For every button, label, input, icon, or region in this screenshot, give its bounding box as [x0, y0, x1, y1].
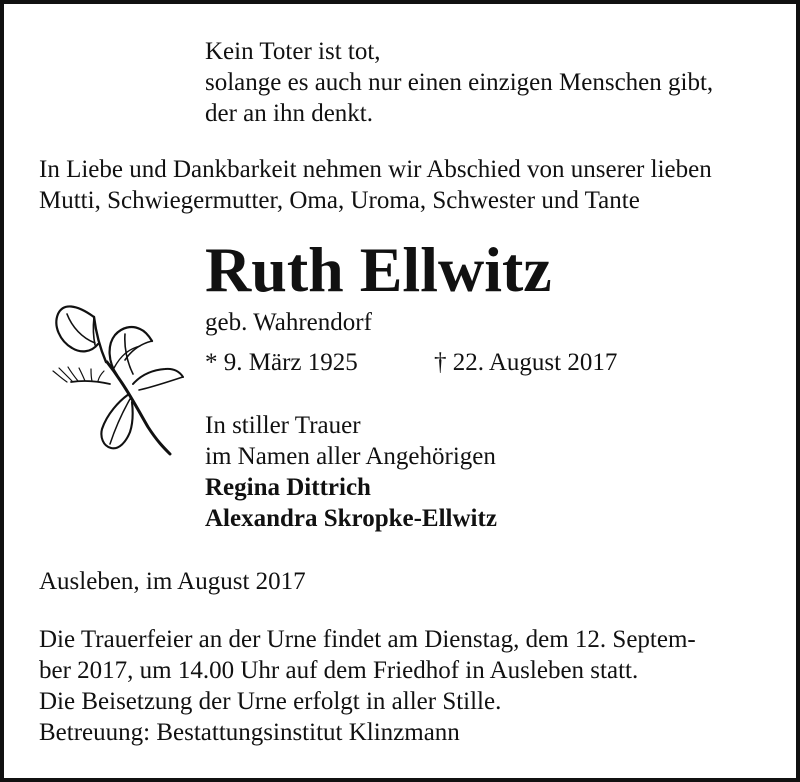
- birth-name: geb. Wahrendorf: [205, 309, 372, 336]
- funeral-line-1: Die Trauerfeier an der Urne findet am Dienstag, dem 12. Septem-: [39, 626, 696, 653]
- mourning-line-1: In stiller Trauer: [205, 412, 361, 439]
- calla-lily-icon: [49, 286, 184, 461]
- death-date: † 22. August 2017: [434, 349, 618, 376]
- quote-line-1: Kein Toter ist tot,: [205, 38, 381, 65]
- mourner-name: Alexandra Skropke-Ellwitz: [205, 505, 497, 532]
- quote-line-3: der an ihn denkt.: [205, 100, 374, 127]
- mourning-line-2: im Namen aller Angehörigen: [205, 443, 496, 470]
- deceased-name: Ruth Ellwitz: [205, 234, 552, 305]
- intro-line-1: In Liebe und Dankbarkeit nehmen wir Abschied von unserer lieben: [39, 156, 712, 183]
- mourner-name: Regina Dittrich: [205, 474, 371, 501]
- place-date: Ausleben, im August 2017: [39, 568, 306, 595]
- funeral-line-3: Die Beisetzung der Urne erfolgt in aller Stille.: [39, 688, 502, 715]
- intro-line-2: Mutti, Schwiegermutter, Oma, Uroma, Schwester und Tante: [39, 187, 640, 214]
- funeral-line-2: ber 2017, um 14.00 Uhr auf dem Friedhof in Ausleben statt.: [39, 657, 639, 684]
- quote-line-2: solange es auch nur einen einzigen Menschen gibt,: [205, 69, 714, 96]
- birth-date: * 9. März 1925: [205, 349, 358, 376]
- funeral-line-4: Betreuung: Bestattungsinstitut Klinzmann: [39, 719, 460, 746]
